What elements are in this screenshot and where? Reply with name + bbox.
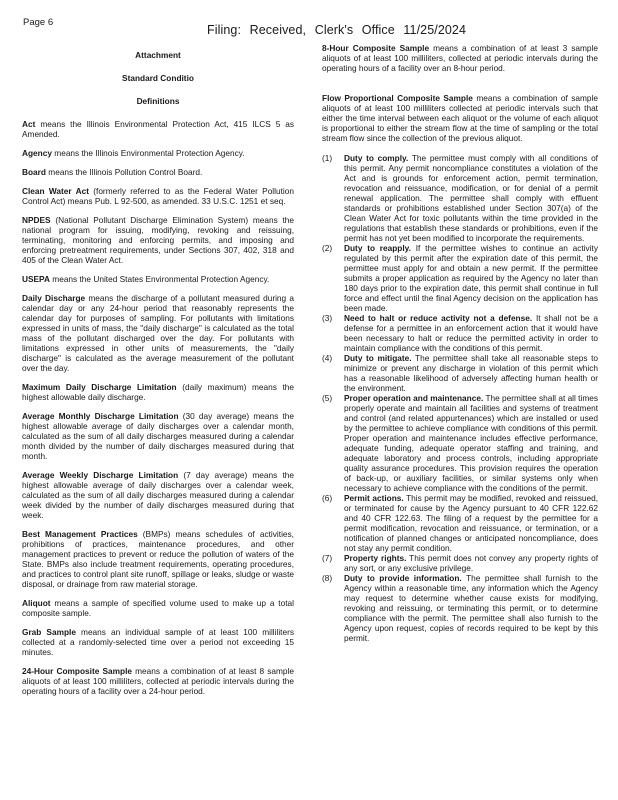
condition-text: It shall not be a defense for a permittee in an enforcement action that it would have been necessary to halt or reduce the permitted activity in order to maintain compliance with the conditions of this permit. (344, 313, 598, 353)
condition-item (322, 353, 598, 393)
definition-term: Act (22, 119, 36, 129)
definition-text: means the discharge of a pollutant measured during a calendar day or any 24-hour period that reasonably represents the calendar day for purposes of sampling. For pollutants with limitations expressed in units of mass, the "daily discharge" is calculated as the total mass of the pollutant discharged over the day. For pollutants with limitations expressed in other units of measurements, the "daily discharge" is calculated as the average measurement of the pollutant over the day. (22, 293, 294, 373)
definition-text: means a sample of specified volume used to make up a total composite sample. (22, 598, 294, 618)
definition-average-monthly (22, 411, 294, 461)
clerks-office-label: Clerk's Office (314, 23, 395, 37)
condition-number: (2) (322, 243, 333, 253)
condition-text: The permittee shall furnish to the Agency within a reasonable time, any information which the Agency may request to determine whether cause exists for modifying, revoking and reissuing, or terminating this permit, or to determine compliance with the permit. The permittee shall also furnish to the Agency upon request, copies of records required to be kept by this permit. (344, 573, 599, 643)
definition-text: means the Illinois Environmental Protection Agency. (54, 148, 245, 158)
definition-term: Average Monthly Discharge Limitation (22, 411, 179, 421)
condition-item (322, 493, 598, 553)
condition-item (322, 573, 598, 643)
definition-text: means a combination of sample aliquots of at least 100 milliliters collected at periodic intervals such that either the time interval between each aliquot or the volume of each aliquot is proportional to either the stream flow at the time of sampling or the total stream flow since the collection of the previous aliquot. (322, 93, 598, 143)
condition-item (322, 393, 598, 493)
definition-term: NPDES (22, 215, 51, 225)
definition-text: means a combination of at least 3 sample aliquots of at least 100 milliliters, collected at periodic intervals during the operating hours of a facility over an 8-hour period. (322, 43, 598, 73)
definition-term: Flow Proportional Composite Sample (322, 93, 473, 103)
condition-title: Duty to provide information. (344, 573, 462, 583)
condition-text: The permittee shall take all reasonable steps to minimize or prevent any discharge in violation of this permit which has a reasonable likelihood of adversely affecting human health or the environment. (344, 353, 598, 393)
filing-date: 11/25/2024 (403, 23, 467, 37)
condition-title: Duty to mitigate. (344, 353, 412, 363)
standard-conditions-heading: Standard Conditio (122, 73, 194, 83)
condition-number: (7) (322, 553, 333, 563)
definition-term: Clean Water Act (22, 186, 89, 196)
definition-text: (7 day average) means the highest allowable average of daily discharges over a calendar week, calculated as the sum of all daily discharges measured during a calendar week divided by the number of daily discharges measured during that week. (22, 470, 294, 520)
page-number: Page 6 (23, 17, 54, 28)
condition-title: Proper operation and maintenance. (344, 393, 484, 403)
definition-text: (daily maximum) means the highest allowable daily discharge. (22, 382, 294, 402)
definition-grab-sample (22, 627, 294, 657)
definition-term: Grab Sample (22, 627, 76, 637)
condition-title: Need to halt or reduce activity not a defense. (344, 313, 533, 323)
definition-term: 8-Hour Composite Sample (322, 43, 430, 53)
definition-term: Aliquot (22, 598, 51, 608)
definition-text: means the United States Environmental Protection Agency. (52, 274, 270, 284)
condition-number: (5) (322, 393, 333, 403)
condition-item (322, 243, 598, 313)
condition-title: Duty to reapply. (344, 243, 411, 253)
condition-text: If the permittee wishes to continue an activity regulated by this permit after the expiration date of this permit, the permittee must apply for and obtain a new permit. If the permittee submits a proper application as required by the Agency no later than 180 days prior to the expiration date, this permit shall continue in full force and effect until the final Agency decision on the application has been made. (344, 243, 598, 313)
definition-text: (National Pollutant Discharge Elimination System) means the national program for issuing, modifying, revoking and reissuing, terminating, monitoring and enforcing permits, and imposing and enforcing pretreatment requirements, under Sections 307, 402, 318 and 405 of the Clean Water Act. (22, 215, 294, 265)
condition-title: Duty to comply. (344, 153, 409, 163)
definition-board (22, 167, 294, 177)
condition-number: (6) (322, 493, 333, 503)
definition-usepa (22, 274, 294, 284)
filing-label: Filing: (207, 23, 242, 37)
condition-text: This permit may be modified, revoked and reissued, or terminated for cause by the Agency pursuant to 40 CFR 122.62 and 40 CFR 122.63. The filing of a request by the permittee for a permit modification, revocation and reissuance, or termination, or a notification of planned changes or anticipated noncompliance, does not stay any permit condition. (344, 493, 599, 553)
definition-daily-discharge (22, 293, 294, 373)
definition-aliquot (22, 598, 294, 618)
filing-stamp (207, 23, 466, 37)
definition-term: Daily Discharge (22, 293, 86, 303)
definition-term: Board (22, 167, 46, 177)
definition-act (22, 119, 294, 139)
received-label: Received, (249, 23, 307, 37)
definition-text: means the Illinois Environmental Protection Act, 415 ILCS 5 as Amended. (22, 119, 294, 139)
attachment-heading: Attachment (135, 50, 181, 60)
condition-number: (4) (322, 353, 333, 363)
definition-flow-proportional (322, 93, 598, 143)
condition-title: Permit actions. (344, 493, 404, 503)
definition-term: 24-Hour Composite Sample (22, 666, 132, 676)
definition-average-weekly (22, 470, 294, 520)
definition-term: Best Management Practices (22, 529, 138, 539)
definition-text: means a combination of at least 8 sample aliquots of at least 100 milliliters, collected at periodic intervals during the operating hours of a facility over a 24-hour period. (22, 666, 295, 696)
condition-text: This permit does not convey any property rights of any sort, or any exclusive privilege. (344, 553, 598, 573)
definition-text: (formerly referred to as the Federal Water Pollution Control Act) means Pub. L 92-500, as amended. 33 U.S.C. 1251 et seq. (22, 186, 294, 206)
condition-text: The permittee shall at all times properly operate and maintain all facilities and systems of treatment and control (and related appurtenances) which are installed or used by the permittee to achieve compliance with conditions of this permit. Proper operation and maintenance includes effective performance, adequate funding, adequate operator staffing and training, and adequate laboratory and process controls, including appropriate quality assurance procedures. This provision requires the operation of back-up, or auxiliary facilities, or similar systems only when necessary to achieve compliance with the conditions of the permit. (344, 393, 599, 493)
definition-maximum-daily (22, 382, 294, 402)
condition-number: (1) (322, 153, 333, 163)
condition-title: Property rights. (344, 553, 407, 563)
conditions-list (322, 153, 598, 643)
definition-text: (30 day average) means the highest allowable average of daily discharges over a calendar month, calculated as the sum of all daily discharges measured during a calendar month divided by the number of daily discharges measured during that month. (22, 411, 294, 461)
definition-24-hour-composite (22, 666, 294, 696)
condition-number: (8) (322, 573, 333, 583)
definition-npdes (22, 215, 294, 265)
definition-bmp (22, 529, 294, 589)
condition-item (322, 313, 598, 353)
definition-8-hour-composite (322, 43, 598, 73)
left-column (22, 50, 294, 705)
definitions-heading: Definitions (136, 96, 180, 106)
definition-agency (22, 148, 294, 158)
condition-number: (3) (322, 313, 333, 323)
right-column (322, 43, 598, 643)
definition-clean-water-act (22, 186, 294, 206)
definition-text: (BMPs) means schedules of activities, prohibitions of practices, maintenance procedures, and other management practices to prevent or reduce the pollution of waters of the State. BMPs also include treatment requirements, operating procedures, and practices to control plant site runoff, spillage or leaks, sludge or waste disposal, or drainage from raw material storage. (22, 529, 294, 589)
definition-term: Maximum Daily Discharge Limitation (22, 382, 177, 392)
definition-term: USEPA (22, 274, 50, 284)
condition-item (322, 553, 598, 573)
definition-term: Average Weekly Discharge Limitation (22, 470, 179, 480)
definition-text: means an individual sample of at least 100 milliliters collected at a randomly-selected time over a period not exceeding 15 minutes. (22, 627, 295, 657)
definition-text: means the Illinois Pollution Control Board. (48, 167, 203, 177)
condition-item (322, 153, 598, 243)
condition-text: The permittee must comply with all conditions of this permit. Any permit noncompliance constitutes a violation of the Act and is grounds for enforcement action, permit termination, revocation and reissuance, modification, or for denial of a permit renewal application. The permittee shall comply with effluent standards or prohibitions established under Section 307(a) of the Clean Water Act for toxic pollutants within the time provided in the regulations that establish these standards or prohibitions, even if the permit has not yet been modified to incorporate the requirements. (344, 153, 598, 243)
definition-term: Agency (22, 148, 52, 158)
